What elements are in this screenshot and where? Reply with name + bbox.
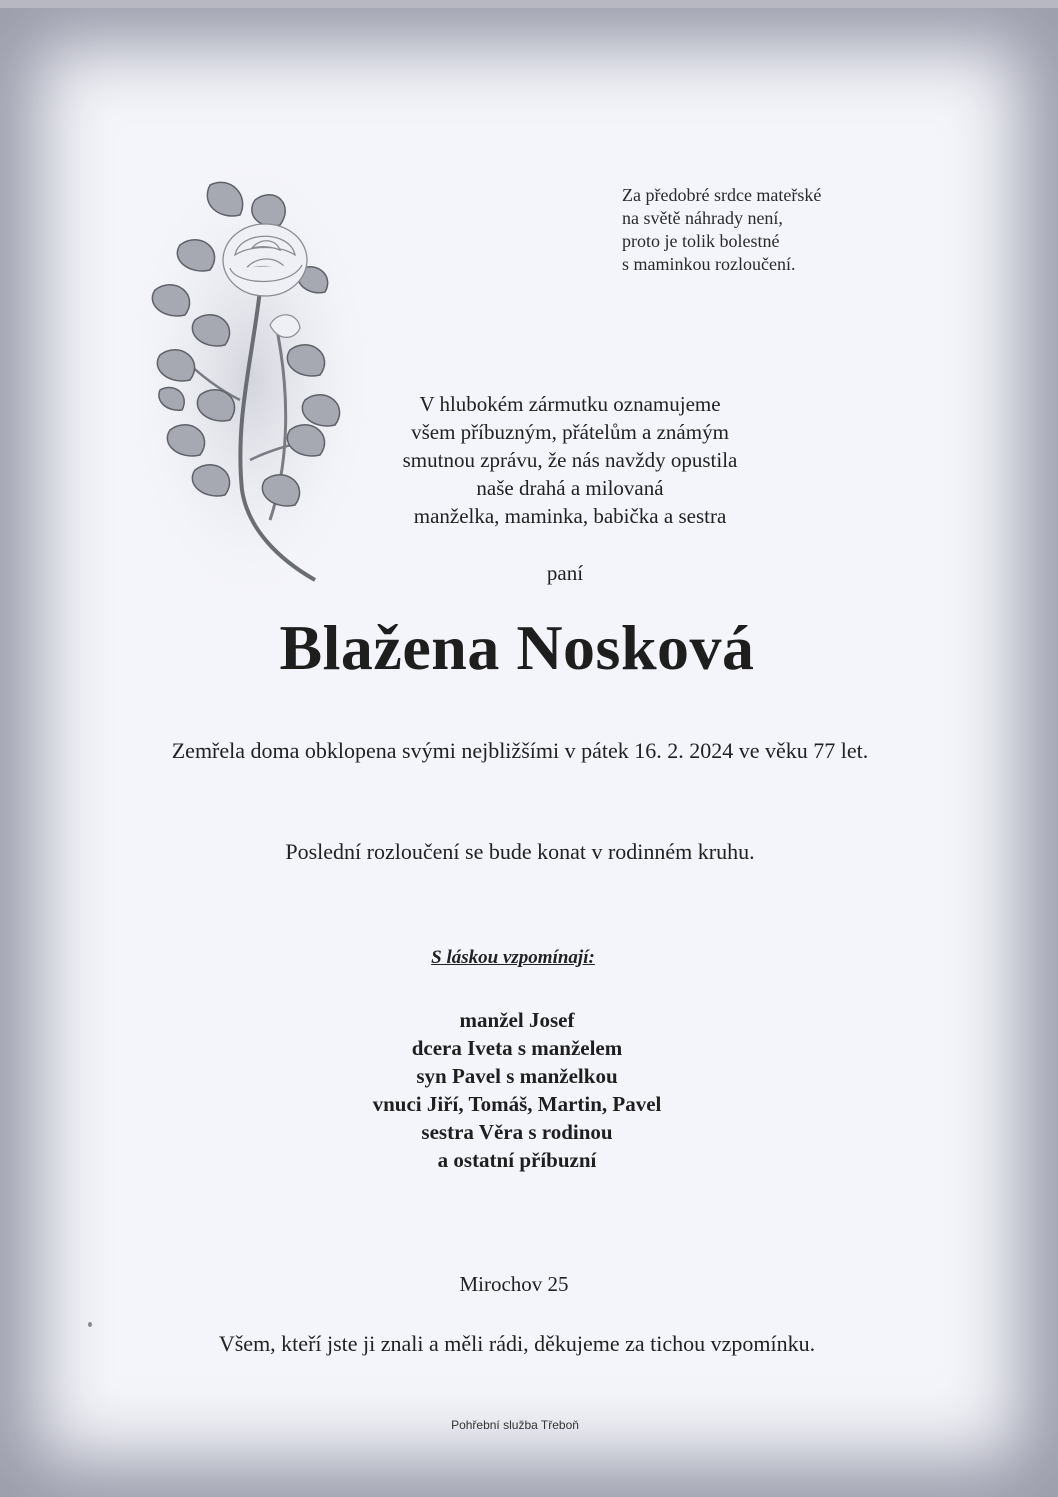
mourner-line: manžel Josef (459, 1008, 575, 1032)
thanks-note: Všem, kteří jste ji znali a měli rádi, děkujeme za tichou vzpomínku. (218, 1331, 816, 1356)
mourner-line: dcera Iveta s manželem (411, 1036, 623, 1060)
announcement-line: všem příbuzným, přátelům a známým (411, 420, 729, 444)
paper-speck (88, 1322, 92, 1327)
farewell-notice: Poslední rozloučení se bude konat v rodinném kruhu. (285, 839, 755, 864)
announcement (300, 390, 840, 530)
address: Mirochov 25 (459, 1272, 569, 1296)
poem-line: Za předobré srdce mateřské (622, 185, 822, 205)
announcement-line: naše drahá a milovaná (476, 476, 664, 500)
funeral-service-name: Pohřební služba Třeboň (451, 1418, 579, 1432)
poem-line: na světě náhrady není, (622, 208, 783, 228)
announcement-line: V hlubokém zármutku oznamujeme (419, 392, 721, 416)
announcement-line: smutnou zprávu, že nás navždy opustila (402, 448, 738, 472)
mourner-line: sestra Věra s rodinou (421, 1120, 613, 1144)
death-notice: Zemřela doma obklopena svými nejbližšími v pátek 16. 2. 2024 ve věku 77 let. (171, 738, 869, 763)
mourner-line: vnuci Jiří, Tomáš, Martin, Pavel (372, 1092, 662, 1116)
poem-line: proto je tolik bolestné (622, 231, 780, 251)
mourner-line: a ostatní příbuzní (437, 1148, 597, 1172)
announcement-line: manželka, maminka, babička a sestra (413, 504, 727, 528)
poem (622, 184, 942, 276)
deceased-name: Blažena Nosková (279, 612, 755, 683)
mourner-line: syn Pavel s manželkou (416, 1064, 618, 1088)
honorific: paní (546, 561, 584, 585)
mourners-list (0, 1006, 1034, 1174)
mourners-heading: S láskou vzpomínají: (431, 947, 595, 968)
poem-line: s maminkou rozloučení. (622, 254, 796, 274)
